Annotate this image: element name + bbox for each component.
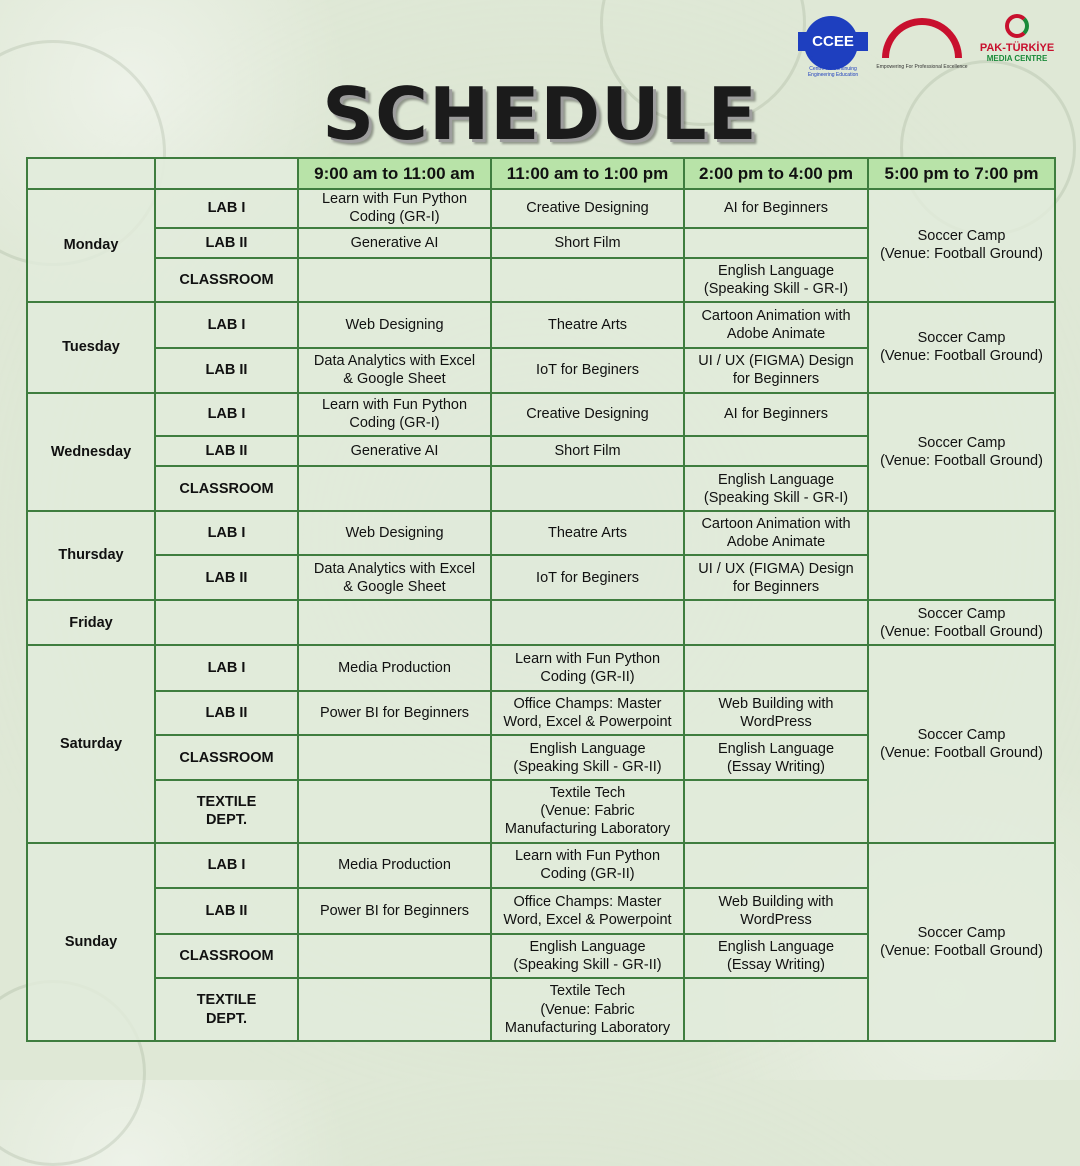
- session-cell: [491, 466, 684, 511]
- session-cell: [298, 934, 491, 979]
- room-cell: [155, 600, 298, 646]
- day-cell: Friday: [27, 600, 155, 646]
- room-cell: CLASSROOM: [155, 735, 298, 780]
- session-cell: IoT for Beginers: [491, 555, 684, 600]
- session-cell: Power BI for Beginners: [298, 888, 491, 934]
- session-cell: Office Champs: Master Word, Excel & Powerpoint: [491, 888, 684, 934]
- session-cell: English Language (Speaking Skill - GR-I): [684, 466, 868, 511]
- session-cell: Creative Designing: [491, 189, 684, 228]
- session-cell: IoT for Beginers: [491, 348, 684, 393]
- session-cell: English Language (Speaking Skill - GR-I): [684, 258, 868, 301]
- room-cell: TEXTILE DEPT.: [155, 780, 298, 843]
- session-cell: [298, 600, 491, 646]
- session-cell: [491, 258, 684, 301]
- session-cell: Office Champs: Master Word, Excel & Powerpoint: [491, 691, 684, 736]
- day-cell: Saturday: [27, 645, 155, 842]
- session-cell: English Language (Essay Writing): [684, 934, 868, 979]
- session-cell: Theatre Arts: [491, 511, 684, 556]
- session-cell: Short Film: [491, 228, 684, 258]
- room-cell: CLASSROOM: [155, 466, 298, 511]
- evening-activity-cell: Soccer Camp (Venue: Football Ground): [868, 843, 1055, 1041]
- logo-bar: [798, 14, 1058, 76]
- time-slot-header: 5:00 pm to 7:00 pm: [868, 158, 1055, 189]
- session-cell: [684, 843, 868, 889]
- table-row: [27, 302, 1055, 349]
- session-cell: [684, 600, 868, 646]
- room-cell: LAB I: [155, 302, 298, 349]
- evening-activity-cell: Soccer Camp (Venue: Football Ground): [868, 302, 1055, 393]
- table-row: [27, 393, 1055, 436]
- room-cell: LAB I: [155, 393, 298, 436]
- session-cell: Cartoon Animation with Adobe Animate: [684, 302, 868, 349]
- session-cell: Web Designing: [298, 302, 491, 349]
- header-blank-room: [155, 158, 298, 189]
- day-cell: Tuesday: [27, 302, 155, 393]
- session-cell: Data Analytics with Excel & Google Sheet: [298, 555, 491, 600]
- room-cell: LAB II: [155, 888, 298, 934]
- day-cell: Sunday: [27, 843, 155, 1041]
- room-cell: LAB II: [155, 436, 298, 466]
- session-cell: Learn with Fun Python Coding (GR-I): [298, 189, 491, 228]
- session-cell: Power BI for Beginners: [298, 691, 491, 736]
- session-cell: [298, 978, 491, 1041]
- session-cell: Media Production: [298, 843, 491, 889]
- room-cell: LAB II: [155, 691, 298, 736]
- nd-mark-icon: [882, 18, 962, 58]
- evening-activity-cell: Soccer Camp (Venue: Football Ground): [868, 600, 1055, 646]
- session-cell: English Language (Speaking Skill - GR-II): [491, 934, 684, 979]
- ccee-logo: [798, 14, 868, 76]
- session-cell: Learn with Fun Python Coding (GR-II): [491, 843, 684, 889]
- session-cell: Web Designing: [298, 511, 491, 556]
- room-cell: LAB I: [155, 189, 298, 228]
- session-cell: English Language (Essay Writing): [684, 735, 868, 780]
- table-row: [27, 843, 1055, 889]
- session-cell: Generative AI: [298, 436, 491, 466]
- header-blank-day: [27, 158, 155, 189]
- evening-activity-cell: [868, 511, 1055, 600]
- session-cell: [298, 780, 491, 843]
- session-cell: AI for Beginners: [684, 393, 868, 436]
- evening-activity-cell: Soccer Camp (Venue: Football Ground): [868, 189, 1055, 302]
- nd-logo-subtext: Empowering For Professional Excellence: [876, 64, 968, 70]
- session-cell: [298, 735, 491, 780]
- session-cell: Theatre Arts: [491, 302, 684, 349]
- room-cell: CLASSROOM: [155, 258, 298, 301]
- session-cell: Data Analytics with Excel & Google Sheet: [298, 348, 491, 393]
- session-cell: English Language (Speaking Skill - GR-II): [491, 735, 684, 780]
- session-cell: UI / UX (FIGMA) Design for Beginners: [684, 348, 868, 393]
- day-cell: Wednesday: [27, 393, 155, 511]
- time-slot-header: 9:00 am to 11:00 am: [298, 158, 491, 189]
- ccee-logo-text: CCEE: [798, 32, 868, 51]
- schedule-table: [26, 157, 1056, 1042]
- table-row: [27, 645, 1055, 691]
- day-cell: Thursday: [27, 511, 155, 600]
- session-cell: [491, 600, 684, 646]
- table-row: [27, 600, 1055, 646]
- session-cell: Textile Tech (Venue: Fabric Manufacturing Laboratory: [491, 780, 684, 843]
- session-cell: AI for Beginners: [684, 189, 868, 228]
- nd-academy-logo: [876, 14, 968, 76]
- pak-logo-line1: PAK-TÜRKİYE: [979, 42, 1055, 54]
- page-title: SCHEDULE: [322, 72, 758, 156]
- room-cell: LAB II: [155, 555, 298, 600]
- session-cell: [684, 978, 868, 1041]
- evening-activity-cell: Soccer Camp (Venue: Football Ground): [868, 393, 1055, 511]
- table-row: [27, 511, 1055, 556]
- session-cell: Learn with Fun Python Coding (GR-II): [491, 645, 684, 691]
- session-cell: [684, 228, 868, 258]
- pak-turkiye-logo: [976, 14, 1058, 76]
- session-cell: Generative AI: [298, 228, 491, 258]
- session-cell: [684, 436, 868, 466]
- pak-logo-line2: MEDIA CENTRE: [986, 54, 1048, 63]
- evening-activity-cell: Soccer Camp (Venue: Football Ground): [868, 645, 1055, 842]
- room-cell: LAB II: [155, 348, 298, 393]
- session-cell: Short Film: [491, 436, 684, 466]
- ccee-logo-subtext: Centre for Continuing Engineering Education: [807, 66, 859, 78]
- session-cell: [684, 780, 868, 843]
- session-cell: UI / UX (FIGMA) Design for Beginners: [684, 555, 868, 600]
- room-cell: LAB I: [155, 843, 298, 889]
- session-cell: Learn with Fun Python Coding (GR-I): [298, 393, 491, 436]
- ring-icon: [1005, 14, 1029, 38]
- session-cell: [298, 258, 491, 301]
- room-cell: LAB I: [155, 511, 298, 556]
- room-cell: CLASSROOM: [155, 934, 298, 979]
- session-cell: Creative Designing: [491, 393, 684, 436]
- table-row: [27, 189, 1055, 228]
- session-cell: Web Building with WordPress: [684, 888, 868, 934]
- session-cell: Cartoon Animation with Adobe Animate: [684, 511, 868, 556]
- session-cell: Web Building with WordPress: [684, 691, 868, 736]
- time-slot-header: 11:00 am to 1:00 pm: [491, 158, 684, 189]
- day-cell: Monday: [27, 189, 155, 302]
- session-cell: Media Production: [298, 645, 491, 691]
- header-row: [27, 158, 1055, 189]
- room-cell: LAB I: [155, 645, 298, 691]
- session-cell: [684, 645, 868, 691]
- room-cell: LAB II: [155, 228, 298, 258]
- session-cell: Textile Tech (Venue: Fabric Manufacturing Laboratory: [491, 978, 684, 1041]
- time-slot-header: 2:00 pm to 4:00 pm: [684, 158, 868, 189]
- session-cell: [298, 466, 491, 511]
- room-cell: TEXTILE DEPT.: [155, 978, 298, 1041]
